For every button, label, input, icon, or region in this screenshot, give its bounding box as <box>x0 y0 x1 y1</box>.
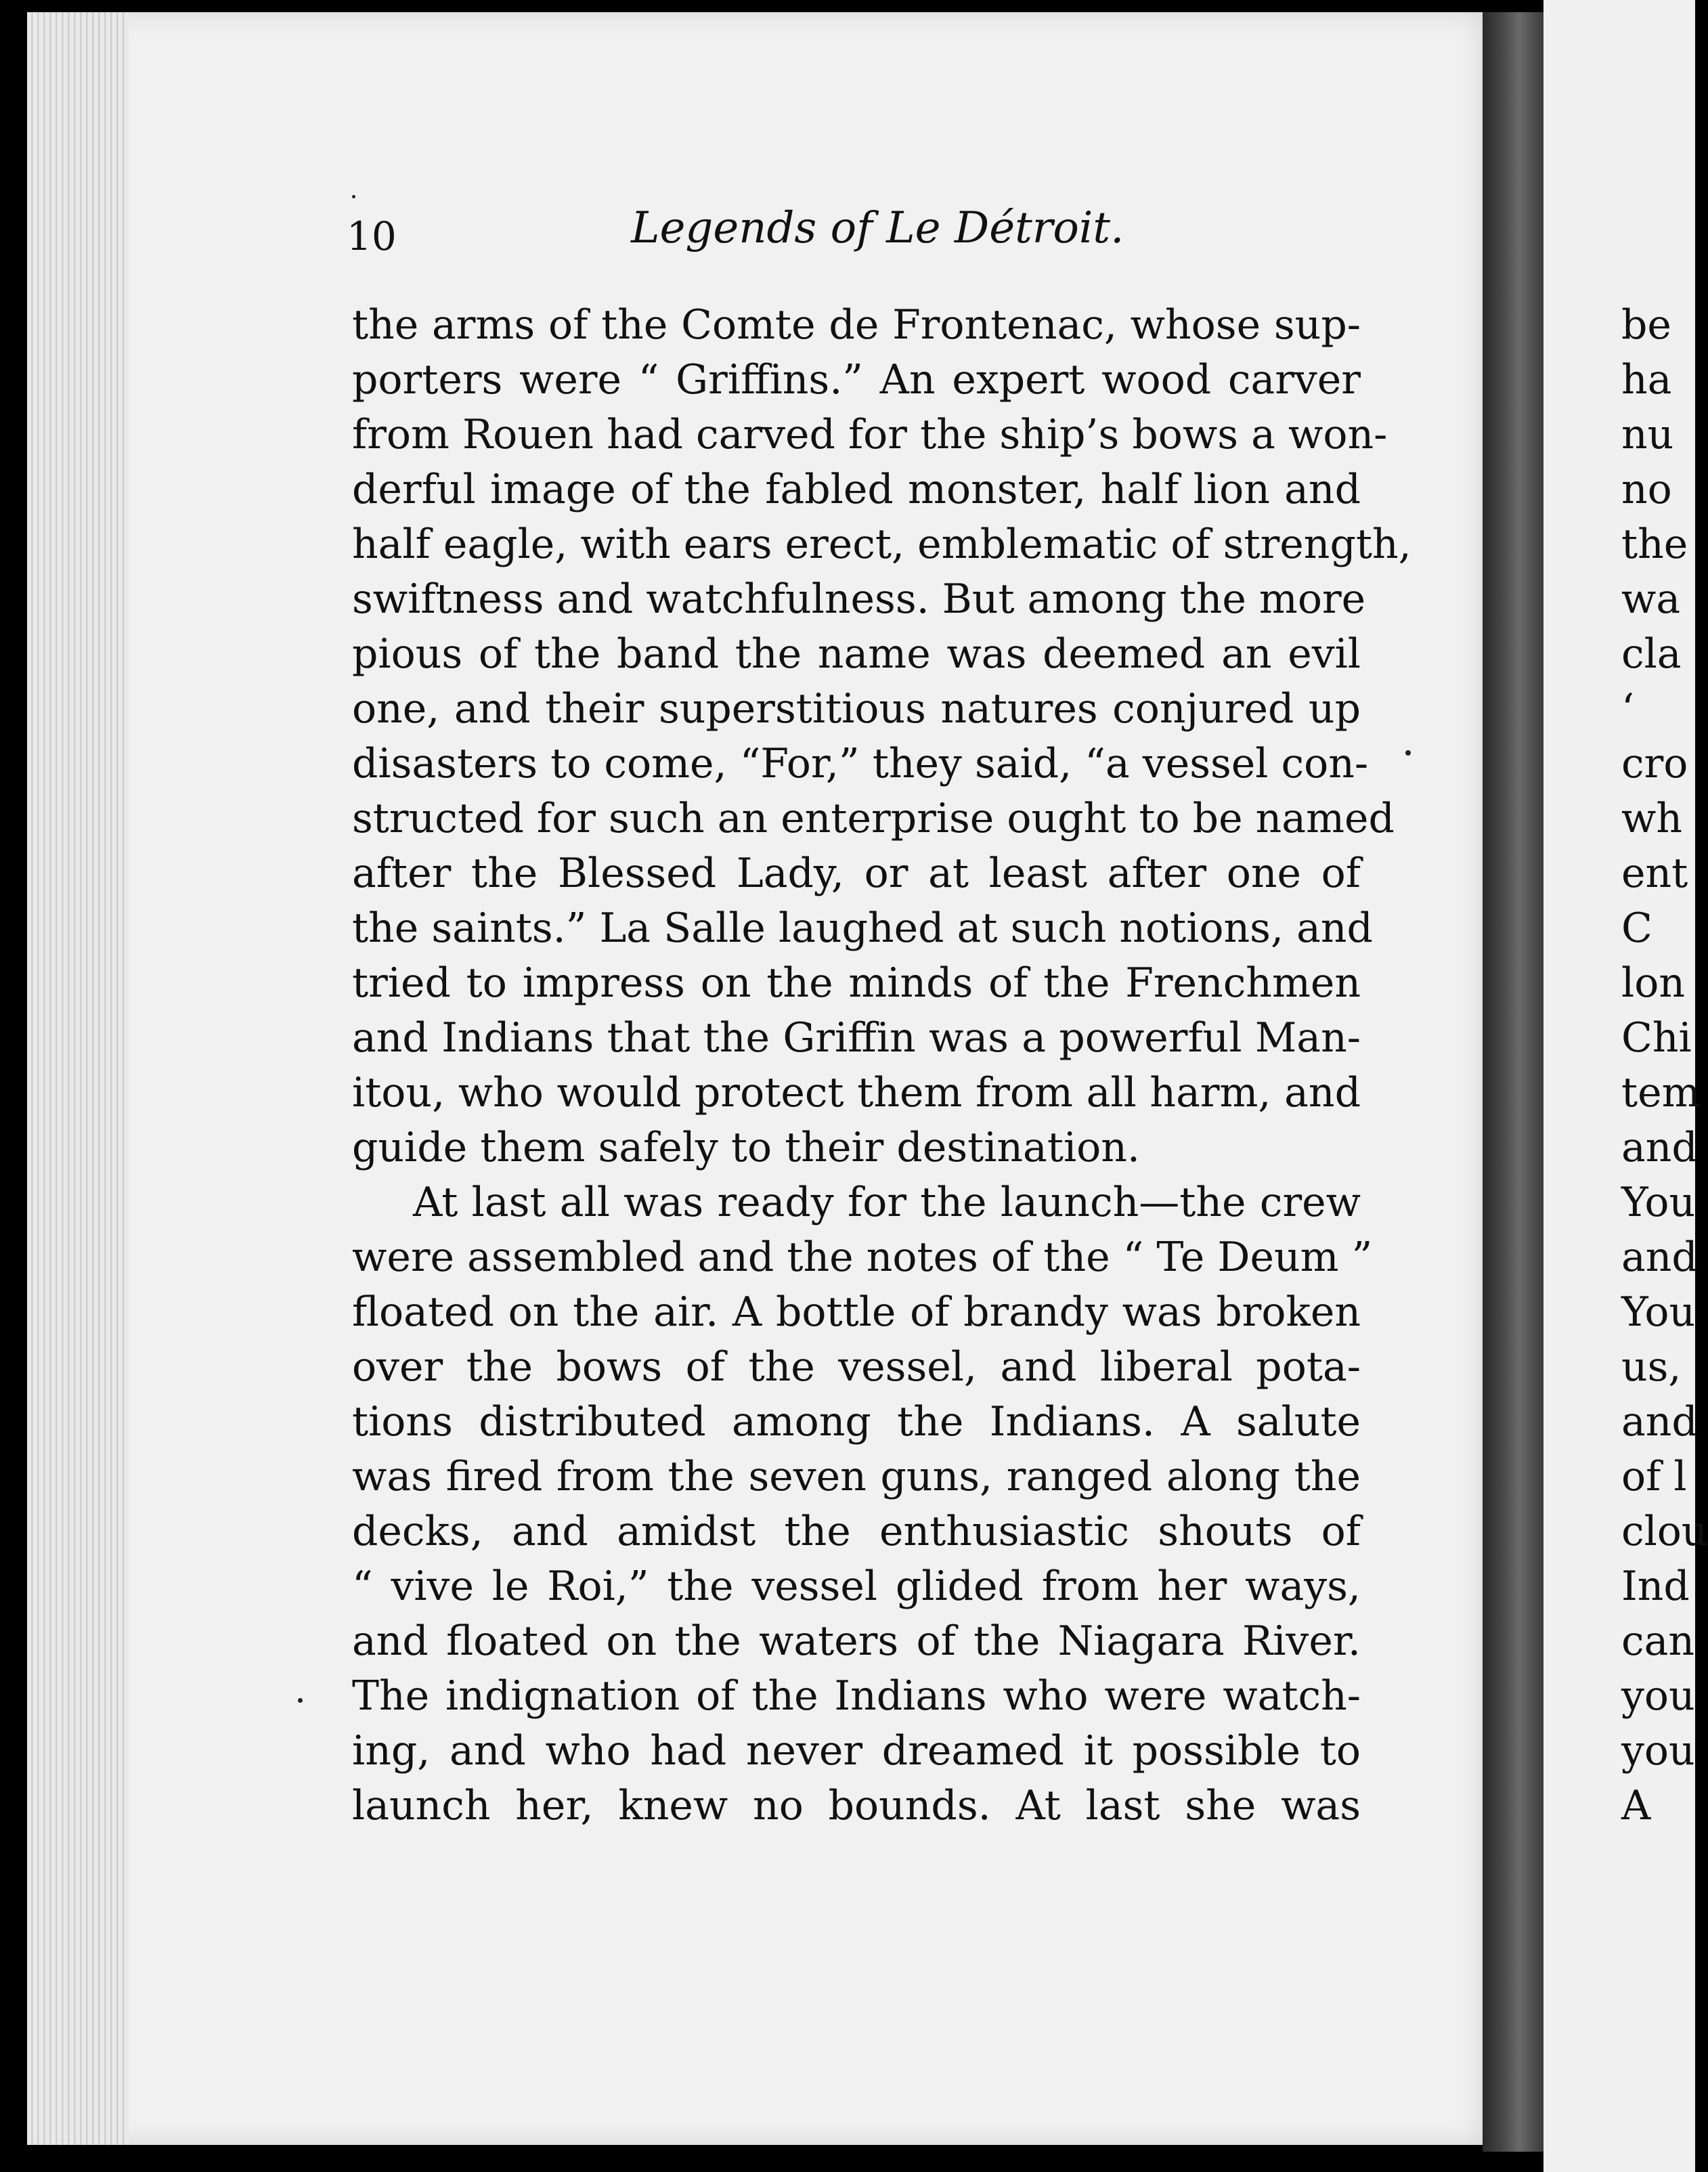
text-line: and Indians that the Griffin was a powerful Man- <box>352 1014 1361 1062</box>
text-line: were assembled and the notes of the “ Te Deum ” <box>352 1234 1373 1281</box>
text-line: was fired from the seven guns, ranged along the <box>352 1453 1361 1500</box>
fragment-line: nu <box>1621 411 1674 458</box>
text-line: half eagle, with ears erect, emblematic of strength, <box>352 521 1411 568</box>
fragment-line: and <box>1621 1234 1698 1281</box>
fragment-line: us, <box>1621 1343 1682 1391</box>
fragment-line: no <box>1621 466 1672 513</box>
fragment-line: ha <box>1621 356 1672 404</box>
text-line: one, and their superstitious natures conjured up <box>352 685 1361 733</box>
fragment-line: lon <box>1621 959 1685 1007</box>
fragment-line: of l <box>1621 1453 1687 1500</box>
fragment-line: Ind <box>1621 1563 1690 1610</box>
fragment-line: ‘ <box>1621 685 1635 733</box>
fragment-line: you <box>1621 1672 1695 1720</box>
text-line: over the bows of the vessel, and liberal pota- <box>352 1343 1361 1391</box>
right-page-text <box>1621 298 1708 1833</box>
text-line: floated on the air. A bottle of brandy was broken <box>352 1288 1361 1336</box>
text-line: from Rouen had carved for the ship’s bows a won- <box>352 411 1388 458</box>
text-line: porters were “ Griffins.” An expert wood carver <box>352 356 1361 404</box>
text-line: after the Blessed Lady, or at least after one of <box>352 850 1361 897</box>
text-line: launch her, knew no bounds. At last she was <box>352 1782 1361 1829</box>
fragment-line: cro <box>1621 740 1688 787</box>
text-line: and floated on the waters of the Niagara River. <box>352 1617 1361 1665</box>
ink-speck <box>352 195 355 198</box>
page-edges <box>27 12 129 2145</box>
fragment-line: you <box>1621 1727 1695 1775</box>
text-line: swiftness and watchfulness. But among the more <box>352 575 1366 623</box>
text-line: The indignation of the Indians who were watch- <box>352 1672 1361 1720</box>
text-line: tried to impress on the minds of the Frenchmen <box>352 959 1361 1007</box>
fragment-line: can <box>1621 1617 1695 1665</box>
text-line: At last all was ready for the launch—the crew <box>413 1179 1361 1226</box>
text-line: the saints.” La Salle laughed at such notions, and <box>352 905 1373 952</box>
fragment-line: You <box>1621 1288 1696 1336</box>
ink-speck <box>298 1698 303 1703</box>
fragment-line: A <box>1621 1782 1651 1829</box>
fragment-line: wa <box>1621 575 1681 623</box>
text-line: pious of the band the name was deemed an evil <box>352 630 1361 678</box>
text-line: “ vive le Roi,” the vessel glided from her ways, <box>352 1563 1361 1610</box>
text-line: itou, who would protect them from all harm, and <box>352 1069 1361 1116</box>
text-line: the arms of the Comte de Frontenac, whose sup- <box>352 301 1361 349</box>
page-number: 10 <box>347 213 397 259</box>
fragment-line: and <box>1621 1398 1698 1446</box>
body-text <box>352 298 1411 1833</box>
text-line: disasters to come, “For,” they said, “a vessel con- <box>352 740 1369 787</box>
fragment-line: cla <box>1621 630 1682 678</box>
text-line: guide them safely to their destination. <box>352 1124 1140 1171</box>
book-gutter <box>1483 12 1543 2152</box>
page-header <box>347 203 1382 278</box>
text-line: decks, and amidst the enthusiastic shouts of <box>352 1508 1361 1555</box>
fragment-line: the <box>1621 521 1688 568</box>
fragment-line: You <box>1621 1179 1696 1226</box>
fragment-line: ent <box>1621 850 1688 897</box>
text-line: structed for such an enterprise ought to be named <box>352 795 1395 842</box>
fragment-line: and <box>1621 1124 1698 1171</box>
running-title: Legends of Le Détroit. <box>631 203 1124 253</box>
fragment-line: C <box>1621 905 1652 952</box>
fragment-line: clou <box>1621 1508 1708 1555</box>
fragment-line: be <box>1621 301 1671 349</box>
text-line: tions distributed among the Indians. A salute <box>352 1398 1361 1446</box>
text-line: ing, and who had never dreamed it possible to <box>352 1727 1361 1775</box>
fragment-line: Chi <box>1621 1014 1692 1062</box>
fragment-line: tem <box>1621 1069 1701 1116</box>
text-line: derful image of the fabled monster, half lion and <box>352 466 1361 513</box>
fragment-line: wh <box>1621 795 1682 842</box>
ink-speck <box>1405 750 1411 756</box>
